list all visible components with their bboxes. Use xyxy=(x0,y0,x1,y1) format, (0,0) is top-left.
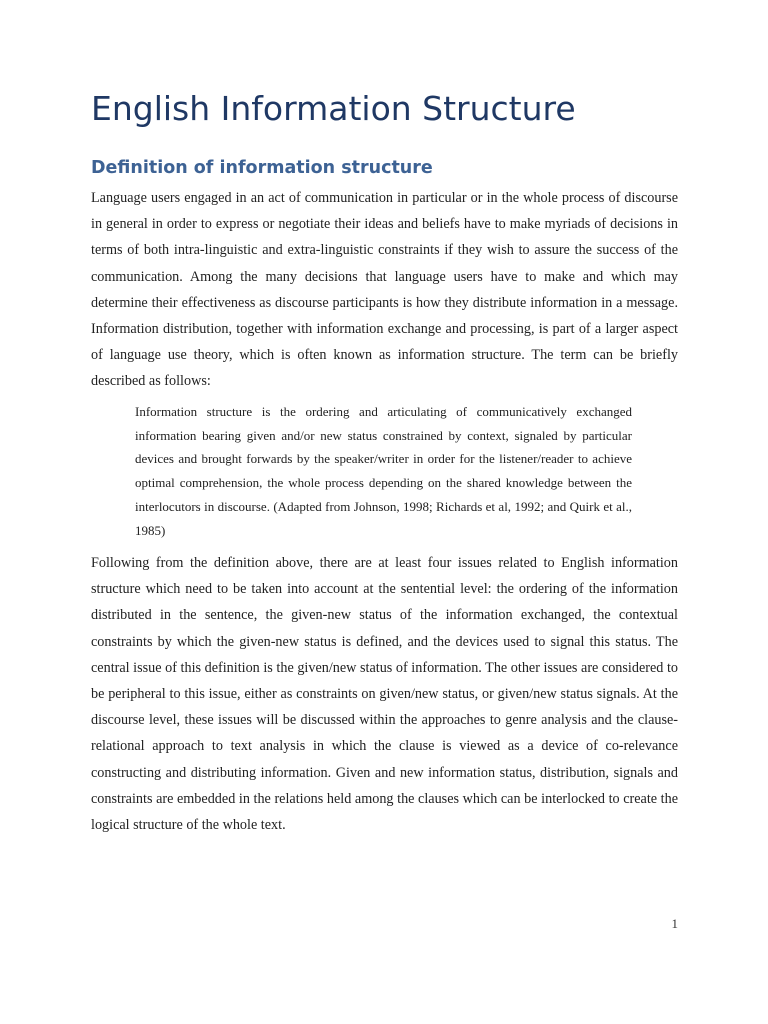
body-paragraph-1: Language users engaged in an act of communication in particular or in the whole process of discourse in general in order to express or negotiate their ideas and beliefs have to make myriads of decisions in terms of both intra-linguistic and extra-linguistic constraints if they wish to assure the success of the communication. Among the many decisions that language users have to make and which may determine their effectiveness as discourse participants is how they distribute information in a message. Information distribution, together with information exchange and processing, is part of a larger aspect of language use theory, which is often known as information structure. The term can be briefly described as follows: xyxy=(91,190,678,390)
body-paragraph-2: Following from the definition above, there are at least four issues related to English information structure which need to be taken into account at the sentential level: the ordering of the information distributed in the sentence, the given-new status of the information exchanged, the contextual constraints by which the given-new status is defined, and the devices used to signal this status. The central issue of this definition is the given/new status of information. The other issues are considered to be peripheral to this issue, either as constraints on given/new status, or given/new status signals. At the discourse level, these issues will be discussed within the approaches to genre analysis and the clause-relational approach to text analysis in which the clause is viewed as a device of co-relevance constructing and distributing information. Given and new information status, distribution, signals and constraints are embedded in the relations held among the clauses which can be interlocked to create the logical structure of the whole text. xyxy=(91,555,678,834)
definition-block-quote: Information structure is the ordering and articulating of communicatively exchanged information bearing given and/or new status constrained by context, signaled by particular devices and brought forwards by the speaker/writer in order for the listener/reader to achieve optimal comprehension, the whole process depending on the shared knowledge between the interlocutors in discourse. (Adapted from Johnson, 1998; Richards et al, 1992; and Quirk et al., 1985) xyxy=(135,404,632,538)
document-title: English Information Structure xyxy=(91,89,576,128)
page-number: 1 xyxy=(671,916,678,931)
section-heading: Definition of information structure xyxy=(91,158,433,178)
